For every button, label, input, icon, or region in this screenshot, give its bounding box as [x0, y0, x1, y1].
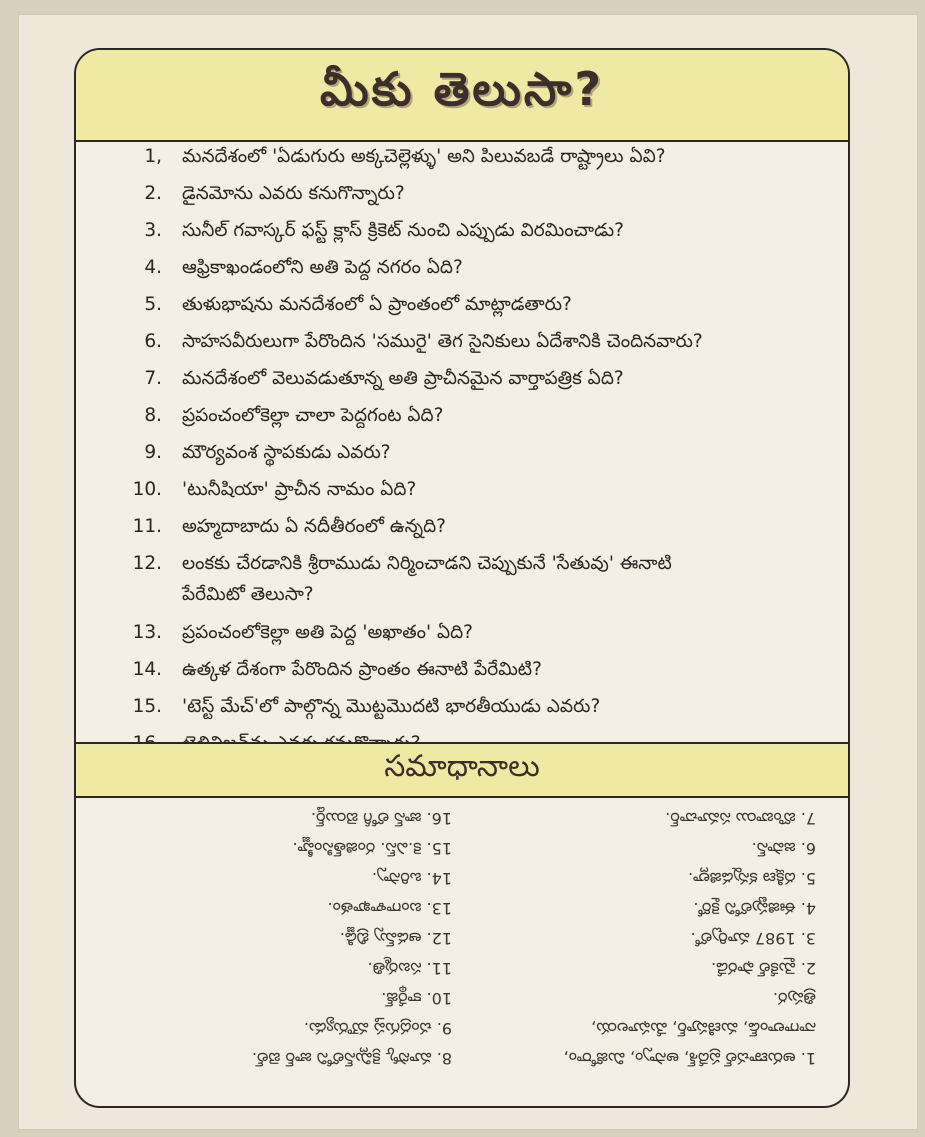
answer-line: 14. ఒరిస్సా. — [371, 869, 452, 888]
question-text: ఆఫ్రికాఖండంలోని అతి పెద్ద నగరం ఏది? — [182, 257, 463, 278]
answer-line: 16. జాన్ లోగీ బెయిర్డ్. — [310, 809, 452, 828]
answers-column-left — [92, 798, 452, 1098]
question-item — [76, 257, 848, 289]
answer-line: నాగాలాండ్, మణిపూర్, మేఘాలయ, — [591, 1019, 816, 1038]
answers-title: సమాధానాలు — [384, 749, 540, 784]
question-text-continued: పేరేమిటో తెలుసా? — [182, 584, 314, 605]
question-item — [76, 220, 848, 252]
answer-line: 11. సబర్మతి. — [367, 959, 452, 978]
question-text: మనదేశంలో 'ఏడుగురు అక్కచెల్లెళ్ళు' అని పిలువబడే రాష్ట్రాలు ఏవి? — [182, 146, 666, 167]
question-item — [76, 294, 848, 326]
question-number: 4. — [144, 257, 162, 278]
question-text: ప్రపంచంలోకెల్లా అతి పెద్ద 'అఖాతం' ఏది? — [182, 622, 473, 643]
answer-line: 15. కె.ఎస్. రంజిత్‌సింహ్జీ. — [292, 839, 452, 858]
question-text: మనదేశంలో వెలువడుతూన్న అతి ప్రాచీనమైన వార్తాపత్రిక ఏది? — [182, 368, 624, 389]
question-number: 11. — [132, 516, 162, 537]
answer-line: 1. అరుణాచల్ ప్రదేశ్, అస్సాం, మిజోరాం, — [563, 1049, 816, 1068]
magazine-page — [18, 14, 918, 1130]
question-item — [76, 622, 848, 654]
answers-banner — [76, 742, 848, 798]
question-item — [76, 442, 848, 474]
question-number: 5. — [144, 294, 162, 315]
quiz-card — [74, 48, 850, 1108]
question-number: 10. — [132, 479, 162, 500]
question-text: 'టెస్ట్ మేచ్'లో పాల్గొన్న మొట్టమొదటి భారతీయుడు ఎవరు? — [182, 696, 601, 717]
answer-line: 2. మైకేల్ ఫారడే. — [711, 959, 816, 978]
quiz-title: మీకు తెలుసా? — [319, 62, 605, 116]
question-text: సునీల్ గవాస్కర్ ఫస్ట్ క్లాస్ క్రికెట్ నుంచి ఎప్పుడు విరమించాడు? — [182, 220, 624, 241]
question-item — [76, 479, 848, 511]
answer-line: 3. 1987 మార్చిలో. — [690, 929, 816, 948]
question-item — [76, 183, 848, 215]
answer-line: 7. బొంబాయి సమాచార్. — [665, 809, 816, 828]
question-text: మౌర్యవంశ స్థాపకుడు ఎవరు? — [182, 442, 391, 463]
question-text: లంకకు చేరడానికి శ్రీరాముడు నిర్మించాడని చెప్పుకునే 'సేతువు' ఈనాటి — [182, 553, 672, 574]
answers-column-right — [456, 798, 816, 1098]
answer-line: 8. మాస్కో క్రెమ్లిన్‌లోని జార్ బెల్. — [251, 1049, 452, 1068]
question-text: 'టునీషియా' ప్రాచీన నామం ఏది? — [182, 479, 417, 500]
question-number: 15. — [132, 696, 162, 717]
question-number: 6. — [144, 331, 162, 352]
answer-line: 13. బంగాళాఖాతం. — [327, 899, 452, 918]
question-text: ప్రపంచంలోకెల్లా చాలా పెద్దగంట ఏది? — [182, 405, 444, 426]
title-banner — [76, 50, 848, 142]
answers-section — [76, 798, 848, 1098]
question-item — [76, 696, 848, 728]
question-number: 9. — [144, 442, 162, 463]
question-text: సాహసవీరులుగా పేరొందిన 'సమురై' తెగ సైనికులు ఏదేశానికి చెందినవారు? — [182, 331, 703, 352]
question-text: డైనమోను ఎవరు కనుగొన్నారు? — [182, 183, 405, 204]
answer-line: 9. చంద్రగుప్త మౌర్యుడు. — [303, 1019, 452, 1038]
question-item — [76, 553, 848, 617]
answer-line: త్రిపుర. — [772, 989, 816, 1008]
question-item — [76, 146, 848, 178]
question-item — [76, 516, 848, 548]
question-number: 13. — [132, 622, 162, 643]
answer-line: 5. దక్షిణ కన్నడజిల్లా. — [687, 869, 816, 888]
question-item — [76, 368, 848, 400]
question-number: 3. — [144, 220, 162, 241]
question-item — [76, 659, 848, 691]
question-number: 1, — [144, 146, 162, 167]
question-text: అహ్మదాబాదు ఏ నదీతీరంలో ఉన్నది? — [182, 516, 446, 537]
answer-line: 10. కార్థేజ్. — [381, 989, 452, 1008]
question-text: తుళుభాషను మనదేశంలో ఏ ప్రాంతంలో మాట్లాడతారు? — [182, 294, 572, 315]
answer-line: 6. జపాన్. — [751, 839, 816, 858]
question-text: ఉత్కళ దేశంగా పేరొందిన ప్రాంతం ఈనాటి పేరేమిటి? — [182, 659, 542, 680]
question-number: 12. — [132, 553, 162, 574]
question-number: 7. — [144, 368, 162, 389]
answer-line: 12. ఆడమ్స్ బ్రిడ్జి. — [339, 929, 452, 948]
question-item — [76, 405, 848, 437]
question-number: 14. — [132, 659, 162, 680]
question-number: 2. — [144, 183, 162, 204]
question-item — [76, 331, 848, 363]
answer-line: 4. ఈజిప్టులోని కైరో. — [693, 899, 816, 918]
question-number: 8. — [144, 405, 162, 426]
